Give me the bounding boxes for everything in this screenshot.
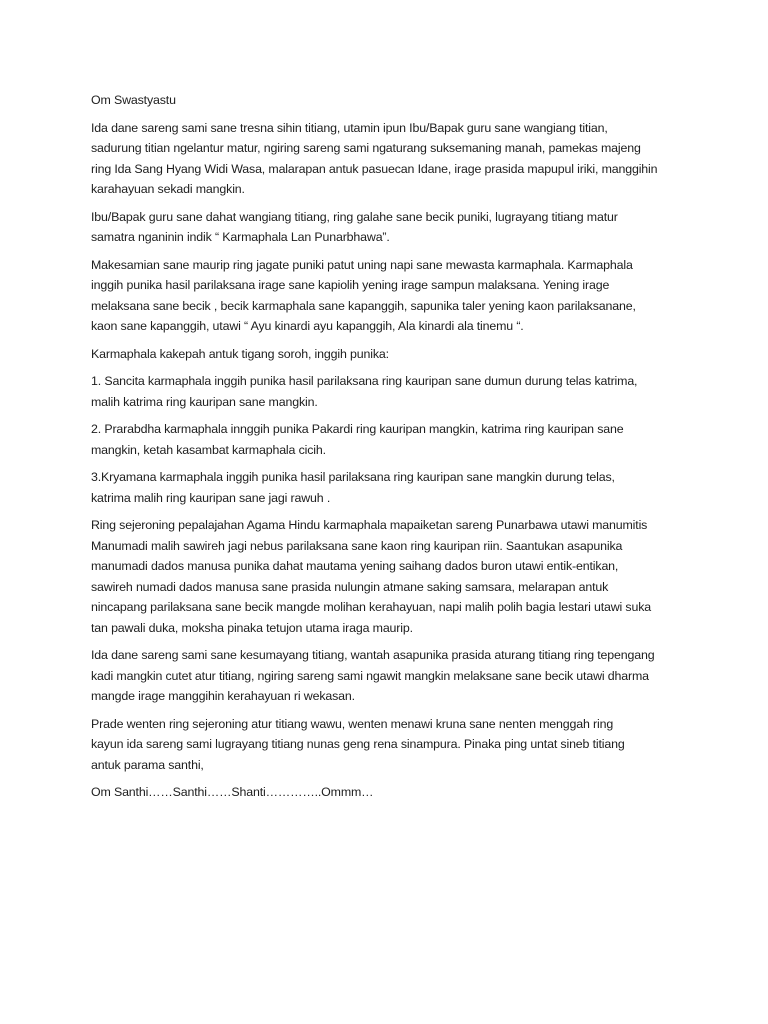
text-line: sawireh numadi dados manusa sane prasida nulungin atmane saking samsara, melarapan antuk	[91, 579, 609, 594]
text-line: kayun ida sareng sami lugrayang titiang nunas geng rena sinampura. Pinaka ping untat sineb titiang	[91, 737, 625, 751]
text-line: Karmaphala kakepah antuk tigang soroh, inggih punika:	[91, 346, 389, 361]
text-line: 2. Prarabdha karmaphala innggih punika Pakardi ring kauripan mangkin, katrima ring kauripan sane	[91, 422, 624, 436]
text-line: 3.Kryamana karmaphala inggih punika hasil parilaksana ring kauripan sane mangkin durung telas,	[91, 470, 615, 484]
text-line: malih katrima ring kauripan sane mangkin.	[91, 394, 318, 409]
text-line: kadi mangkin cutet atur titiang, ngiring sareng sami ngawit mangkin melaksane sane becik utawi dharma	[91, 668, 649, 683]
text-line: Om Swastyastu	[91, 93, 176, 107]
text-line: mangkin, ketah kasambat karmaphala cicih.	[91, 442, 326, 457]
text-line: ring Ida Sang Hyang Widi Wasa, malarapan antuk pasuecan Idane, irage prasida mapupul iriki, manggihin	[91, 161, 658, 176]
text-line: karahayuan sekadi mangkin.	[91, 182, 245, 196]
text-line: sadurung titian ngelantur matur, ngiring sareng sami ngaturang suksemaning manah, pamekas majeng	[91, 141, 641, 155]
text-line: melaksana sane becik , becik karmaphala sane kapanggih, sapunika taler yening kaon parilaksanane,	[91, 298, 636, 313]
text-line: nincapang parilaksana sane becik mangde molihan kerahayuan, napi malih polih bagia lestari utawi suka	[91, 600, 651, 614]
text-line: Manumadi malih sawireh jagi nebus parilaksana sane kaon ring kauripan riin. Saantukan asapunika	[91, 538, 623, 553]
text-line: kaon sane kapanggih, utawi “ Ayu kinardi ayu kapanggih, Ala kinardi ala tinemu “.	[91, 319, 524, 333]
document-body	[91, 90, 708, 803]
text-line: Prade wenten ring sejeroning atur titiang wawu, wenten menawi kruna sane nenten menggah ring	[91, 716, 614, 731]
type-3-kryamana	[91, 467, 708, 508]
apology-paragraph	[91, 714, 708, 776]
closing-paragraph	[91, 645, 708, 707]
text-line: inggih punika hasil parilaksana irage sane kapiolih yening irage sampun malaksana. Yening irage	[91, 278, 610, 292]
text-line: samatra nganinin indik “ Karmaphala Lan Punarbhawa”.	[91, 230, 390, 244]
intro-paragraph	[91, 118, 708, 200]
type-2-prarabdha	[91, 419, 708, 460]
text-line: Ibu/Bapak guru sane dahat wangiang titiang, ring galahe sane becik puniki, lugrayang titiang matur	[91, 209, 618, 224]
greeting-closing	[91, 782, 708, 803]
text-line: Om Santhi……Santhi……Shanti…………..Ommm…	[91, 785, 374, 799]
text-line: Ida dane sareng sami sane tresna sihin titiang, utamin ipun Ibu/Bapak guru sane wangiang titian,	[91, 120, 608, 135]
text-line: mangde irage manggihin kerahayuan ri wekasan.	[91, 689, 355, 703]
text-line: Makesamian sane maurip ring jagate puniki patut uning napi sane mewasta karmaphala. Karmaphala	[91, 257, 633, 272]
punarbawa-paragraph	[91, 515, 708, 638]
text-line: tan pawali duka, moksha pinaka tetujon utama iraga maurip.	[91, 620, 413, 635]
text-line: Ida dane sareng sami sane kesumayang titiang, wantah asapunika prasida aturang titiang ring tepengang	[91, 648, 655, 662]
types-intro	[91, 344, 708, 365]
text-line: Ring sejeroning pepalajahan Agama Hindu karmaphala mapaiketan sareng Punarbawa utawi manumitis	[91, 518, 648, 532]
text-line: antuk parama santhi,	[91, 757, 204, 772]
text-line: manumadi dados manusa punika dahat mautama yening saihang dados buron utawi entik-entikan,	[91, 559, 619, 573]
text-line: 1. Sancita karmaphala inggih punika hasil parilaksana ring kauripan sane dumun durung telas katrima,	[91, 374, 638, 388]
greeting-opening	[91, 90, 708, 111]
text-line: katrima malih ring kauripan sane jagi rawuh .	[91, 490, 331, 505]
definition-paragraph	[91, 255, 708, 337]
type-1-sancita	[91, 371, 708, 412]
topic-paragraph	[91, 207, 708, 248]
